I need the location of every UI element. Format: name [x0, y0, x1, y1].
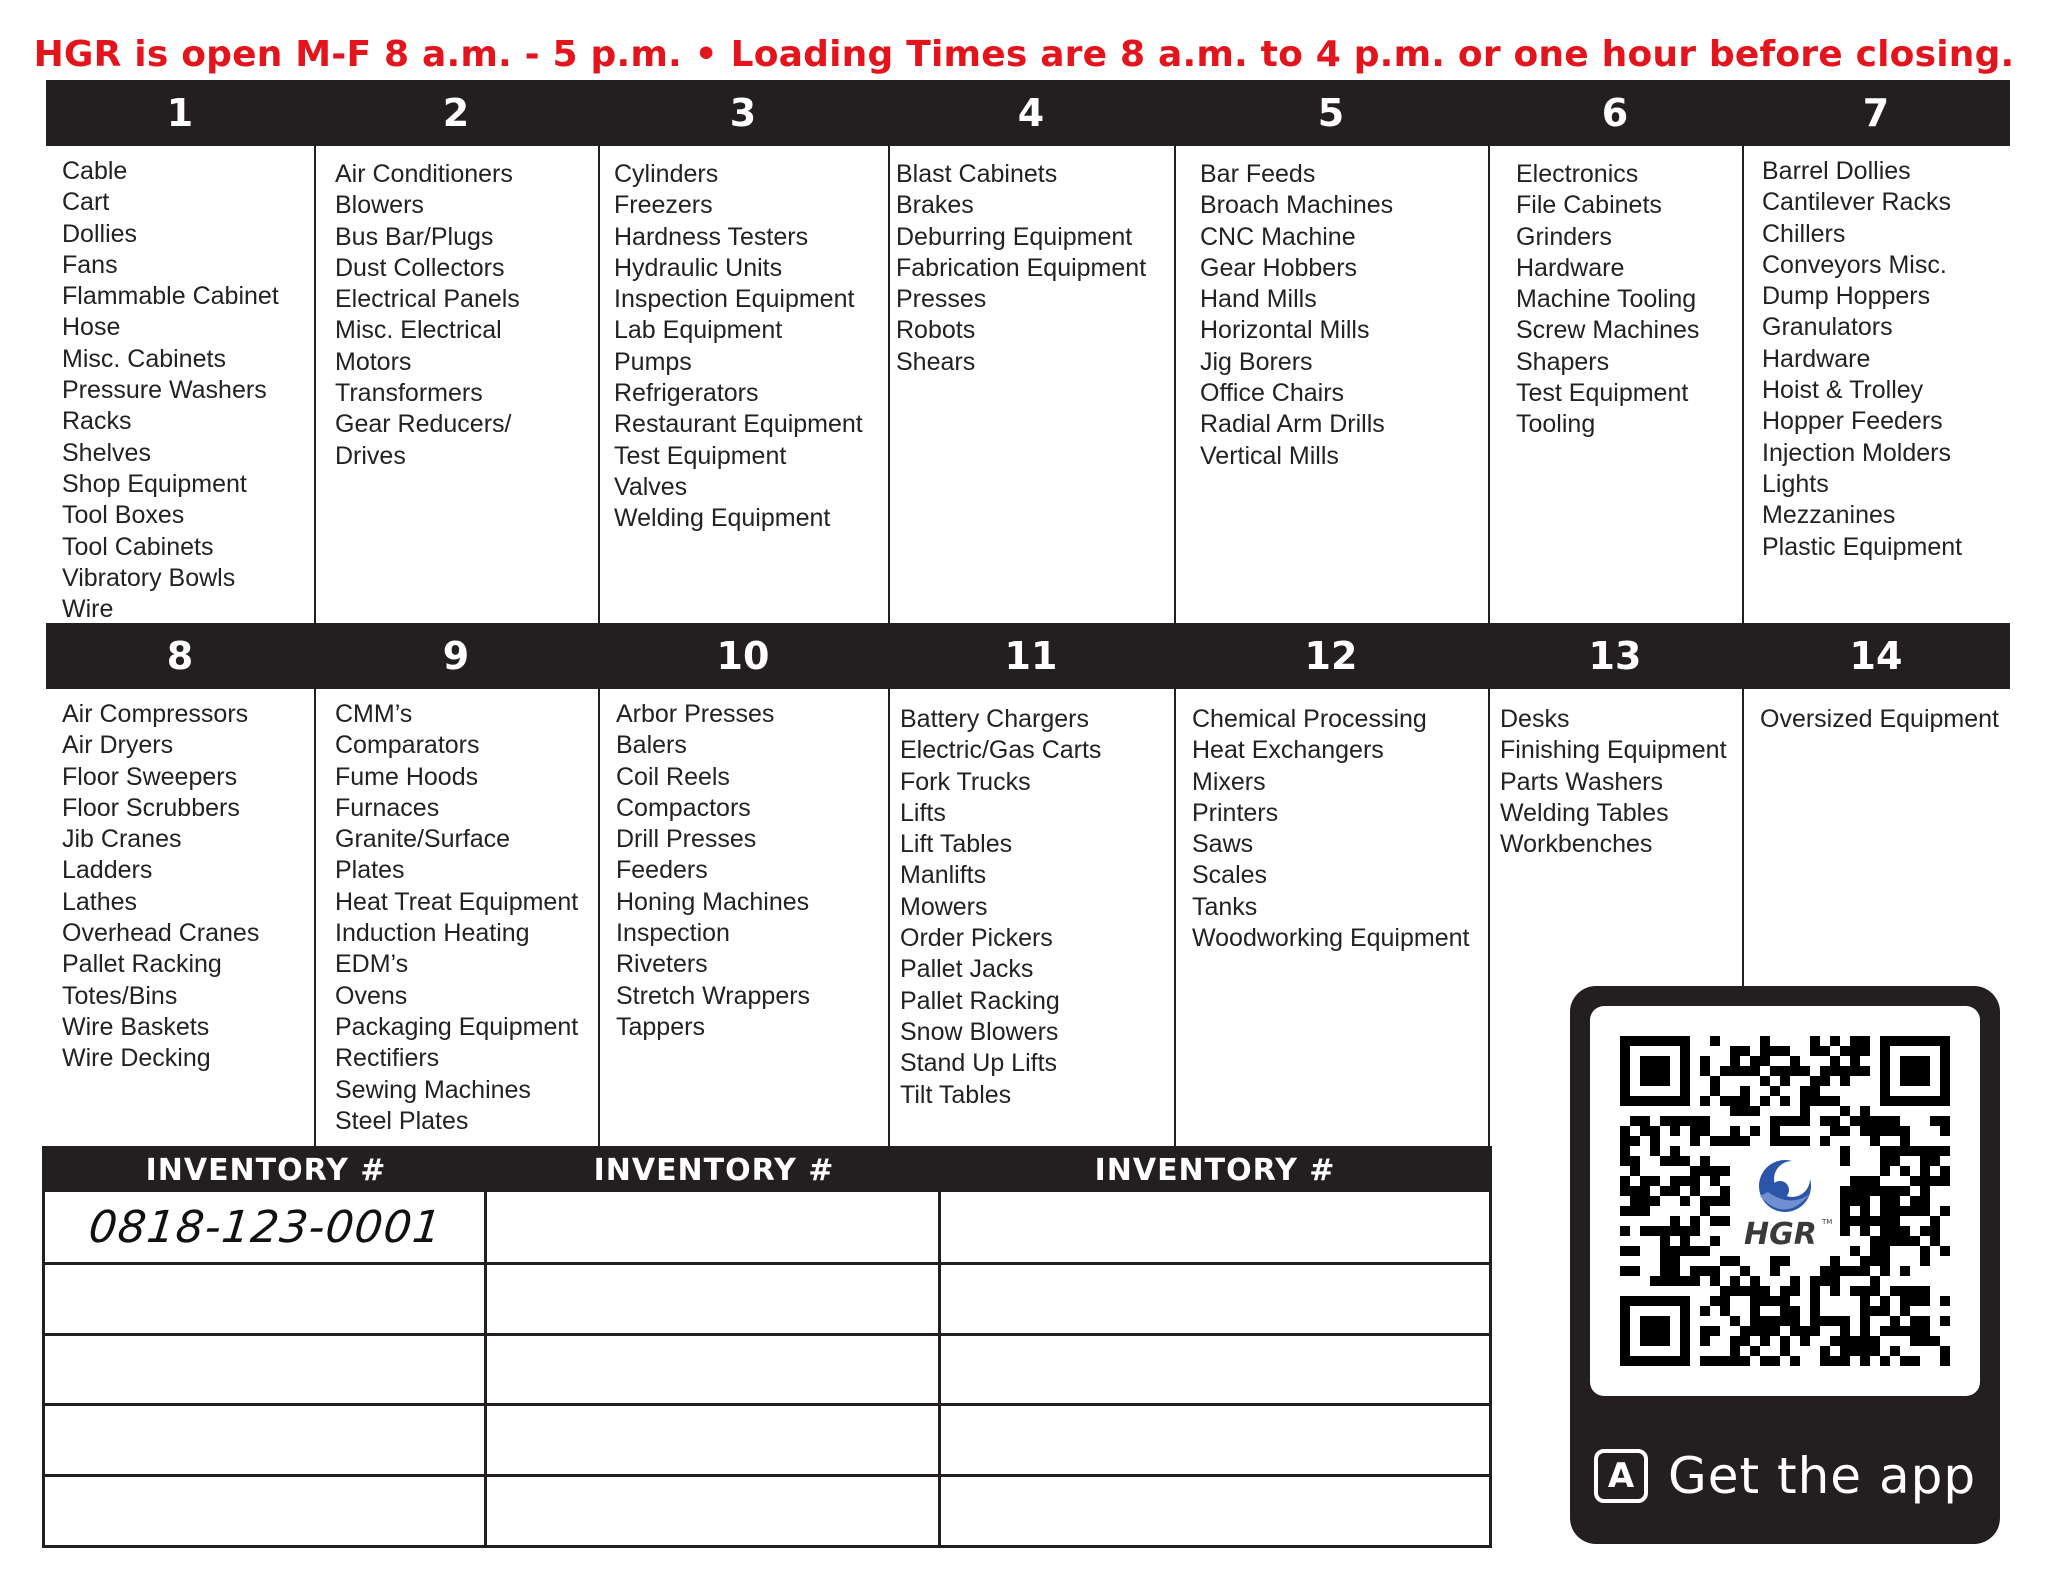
category-item: Pressure Washers — [62, 376, 267, 405]
category-item: Bar Feeds — [1200, 160, 1316, 188]
category-item: Workbenches — [1500, 830, 1653, 859]
category-item: Tool Cabinets — [62, 532, 214, 561]
category-item: Cantilever Racks — [1762, 188, 1951, 217]
category-item: Mowers — [900, 892, 988, 921]
category-item: Drives — [335, 441, 406, 470]
category-item: Furnaces — [335, 793, 440, 822]
category-item: Electric/Gas Carts — [900, 736, 1102, 765]
category-item: Bus Bar/Plugs — [335, 222, 494, 251]
category-item: Hardware — [1516, 253, 1625, 282]
category-item: Test Equipment — [1516, 379, 1689, 408]
category-item: Finishing Equipment — [1500, 736, 1727, 765]
category-item: Dump Hoppers — [1762, 282, 1931, 311]
category-column-3 — [598, 146, 888, 623]
category-item: Snow Blowers — [900, 1017, 1059, 1046]
inventory-cell[interactable] — [941, 1192, 1489, 1262]
category-item: Fabrication Equipment — [896, 253, 1147, 282]
category-item: Floor Scrubbers — [62, 793, 240, 822]
column-number: 2 — [442, 91, 470, 135]
category-item: Stand Up Lifts — [900, 1049, 1058, 1078]
category-item: Presses — [896, 285, 987, 314]
logo-text: HGR — [1744, 1217, 1817, 1252]
category-item: Inspection — [616, 919, 730, 948]
category-item: Injection Molders — [1762, 438, 1951, 467]
category-item: Packaging Equipment — [335, 1012, 579, 1041]
column-number: 12 — [1304, 634, 1358, 678]
category-item: Ladders — [62, 856, 153, 885]
category-item: Totes/Bins — [62, 981, 178, 1010]
category-item: Electrical Panels — [335, 285, 520, 314]
app-store-icon: A — [1594, 1449, 1648, 1503]
category-item: Welding Equipment — [614, 504, 831, 533]
column-number: 4 — [1017, 91, 1045, 135]
column-number: 13 — [1588, 634, 1642, 678]
category-item: Dust Collectors — [335, 253, 505, 282]
category-item: Heat Exchangers — [1192, 736, 1384, 765]
trademark: TM — [1822, 1218, 1833, 1226]
category-item: Jib Cranes — [62, 825, 182, 854]
category-item: Horizontal Mills — [1200, 316, 1370, 345]
category-item: Hose — [62, 313, 121, 342]
inventory-header-row — [45, 1149, 1489, 1192]
category-column-5 — [1174, 146, 1488, 623]
category-item: Granulators — [1762, 313, 1893, 342]
category-item: Chillers — [1762, 219, 1846, 248]
category-item: Riveters — [616, 950, 708, 979]
category-item: Hydraulic Units — [614, 253, 783, 282]
category-item: Printers — [1192, 798, 1279, 827]
category-item: Misc. Electrical — [335, 316, 502, 345]
category-item: Granite/Surface — [335, 825, 511, 854]
category-item: Comparators — [335, 731, 480, 760]
column-header-bar — [46, 623, 2010, 689]
category-item: Machine Tooling — [1516, 285, 1697, 314]
hours-banner: HGR is open M-F 8 a.m. - 5 p.m. • Loading Times are 8 a.m. to 4 p.m. or one hour before closing. — [33, 34, 2015, 75]
category-item: Gear Hobbers — [1200, 253, 1358, 282]
category-item: Woodworking Equipment — [1192, 924, 1470, 953]
category-item: Oversized Equipment — [1760, 705, 2000, 733]
category-item: Tooling — [1516, 410, 1596, 439]
column-number: 3 — [729, 91, 757, 135]
category-item: Cart — [62, 188, 110, 217]
column-number: 1 — [166, 91, 194, 135]
category-item: Drill Presses — [616, 825, 757, 854]
category-item: Freezers — [614, 191, 713, 220]
category-item: Misc. Cabinets — [62, 344, 226, 373]
category-grid-top — [46, 80, 2010, 623]
category-item: Wire Decking — [62, 1044, 211, 1073]
inventory-header: INVENTORY # — [593, 1153, 835, 1188]
category-item: Floor Sweepers — [62, 762, 238, 791]
category-item: Deburring Equipment — [896, 222, 1133, 251]
category-item: Parts Washers — [1500, 767, 1664, 796]
category-item: Coil Reels — [616, 762, 730, 791]
category-item: Air Dryers — [62, 731, 174, 760]
category-column-9 — [314, 689, 598, 1146]
category-item: Electronics — [1516, 160, 1639, 188]
category-item: Wire Baskets — [62, 1012, 210, 1041]
category-item: Shelves — [62, 438, 151, 467]
column-number: 6 — [1601, 91, 1629, 135]
category-item: Mixers — [1192, 767, 1266, 796]
category-item: Hardware — [1762, 344, 1871, 373]
category-item: Fork Trucks — [900, 767, 1031, 796]
hgr-logo — [1730, 1146, 1840, 1256]
category-item: Flammable Cabinet — [62, 282, 279, 311]
category-item: Barrel Dollies — [1762, 157, 1911, 185]
category-item: Shop Equipment — [62, 469, 247, 498]
category-item: Screw Machines — [1516, 316, 1700, 345]
category-item: Racks — [62, 407, 132, 436]
category-item: Brakes — [896, 191, 974, 220]
category-item: Office Chairs — [1200, 379, 1345, 408]
column-number: 8 — [166, 634, 194, 678]
category-item: Welding Tables — [1500, 798, 1669, 827]
inventory-cell[interactable] — [45, 1192, 484, 1262]
category-item: Blast Cabinets — [896, 160, 1058, 188]
column-number: 7 — [1862, 91, 1890, 135]
category-item: Battery Chargers — [900, 705, 1089, 733]
category-item: Conveyors Misc. — [1762, 250, 1947, 279]
category-item: Vibratory Bowls — [62, 563, 236, 592]
column-number: 9 — [442, 634, 470, 678]
category-item: Cable — [62, 157, 128, 185]
category-item: Order Pickers — [900, 924, 1053, 953]
category-item: Overhead Cranes — [62, 919, 260, 948]
category-item: Lifts — [900, 798, 946, 827]
category-item: CNC Machine — [1200, 222, 1356, 251]
category-item: Plastic Equipment — [1762, 532, 1963, 561]
category-item: Sewing Machines — [335, 1075, 531, 1104]
category-item: Ovens — [335, 981, 408, 1010]
category-item: Dollies — [62, 219, 138, 248]
category-item: Honing Machines — [616, 887, 810, 916]
category-item: Transformers — [335, 379, 483, 408]
category-item: Mezzanines — [1762, 501, 1896, 530]
column-number: 5 — [1317, 91, 1345, 135]
column-number: 11 — [1004, 634, 1058, 678]
category-item: Tanks — [1192, 892, 1258, 921]
category-item: Motors — [335, 347, 412, 376]
category-item: Compactors — [616, 793, 751, 822]
category-item: Wire — [62, 595, 114, 624]
category-item: File Cabinets — [1516, 191, 1662, 220]
category-item: Tilt Tables — [900, 1080, 1012, 1109]
get-the-app-label: Get the app — [1668, 1447, 1977, 1505]
category-column-11 — [888, 689, 1174, 1146]
category-item: Chemical Processing — [1192, 705, 1427, 733]
category-item: Air Conditioners — [335, 160, 513, 188]
category-item: Lights — [1762, 469, 1829, 498]
inventory-number: 0818-123-0001 — [86, 1202, 445, 1253]
category-item: Steel Plates — [335, 1106, 469, 1135]
category-item: Feeders — [616, 856, 708, 885]
category-column-12 — [1174, 689, 1488, 1146]
category-item: Shears — [896, 347, 976, 376]
category-column-8 — [46, 689, 314, 1146]
category-item: EDM’s — [335, 950, 409, 979]
category-item: Lift Tables — [900, 830, 1013, 859]
category-item: Heat Treat Equipment — [335, 887, 579, 916]
category-item: CMM’s — [335, 700, 413, 728]
category-item: Fans — [62, 250, 118, 279]
category-item: Valves — [614, 472, 688, 501]
inventory-cell[interactable] — [487, 1192, 938, 1262]
get-the-app-link[interactable] — [1594, 1444, 1976, 1508]
category-item: Hardness Testers — [614, 222, 809, 251]
category-item: Pallet Jacks — [900, 955, 1034, 984]
category-item: Hoist & Trolley — [1762, 376, 1924, 405]
inventory-header: INVENTORY # — [1094, 1153, 1336, 1188]
category-item: Shapers — [1516, 347, 1610, 376]
category-item: Hand Mills — [1200, 285, 1317, 314]
category-item: Broach Machines — [1200, 191, 1394, 220]
category-column-10 — [598, 689, 888, 1146]
category-item: Inspection Equipment — [614, 285, 855, 314]
category-column-7 — [1742, 146, 2010, 623]
category-item: Fume Hoods — [335, 762, 479, 791]
category-item: Radial Arm Drills — [1200, 410, 1385, 439]
category-item: Pumps — [614, 347, 692, 376]
category-item: Jig Borers — [1200, 347, 1313, 376]
category-item: Balers — [616, 731, 687, 760]
category-item: Tappers — [616, 1012, 705, 1041]
category-item: Robots — [896, 316, 976, 345]
app-download-card[interactable] — [1570, 986, 2000, 1544]
category-item: Cylinders — [614, 160, 719, 188]
inventory-table — [42, 1146, 1492, 1548]
column-number: 14 — [1849, 634, 1903, 678]
category-item: Test Equipment — [614, 441, 787, 470]
category-item: Pallet Racking — [62, 950, 222, 979]
category-item: Stretch Wrappers — [616, 981, 811, 1010]
category-item: Induction Heating — [335, 919, 530, 948]
category-item: Manlifts — [900, 861, 987, 890]
category-item: Blowers — [335, 191, 424, 220]
category-item: Lab Equipment — [614, 316, 783, 345]
category-item: Hopper Feeders — [1762, 407, 1943, 436]
column-header-bar — [46, 80, 2010, 146]
category-item: Vertical Mills — [1200, 441, 1339, 470]
category-item: Plates — [335, 856, 405, 885]
category-column-6 — [1488, 146, 1742, 623]
inventory-header: INVENTORY # — [145, 1153, 387, 1188]
category-item: Gear Reducers/ — [335, 410, 512, 439]
category-item: Desks — [1500, 705, 1570, 733]
category-item: Pallet Racking — [900, 986, 1060, 1015]
category-column-1 — [46, 146, 314, 623]
category-column-2 — [314, 146, 598, 623]
category-item: Scales — [1192, 861, 1268, 890]
category-item: Saws — [1192, 830, 1254, 859]
category-column-4 — [888, 146, 1174, 623]
category-item: Rectifiers — [335, 1044, 440, 1073]
qr-code-panel[interactable] — [1590, 1006, 1980, 1396]
category-item: Tool Boxes — [62, 501, 185, 530]
category-item: Lathes — [62, 887, 138, 916]
category-item: Grinders — [1516, 222, 1612, 251]
category-item: Arbor Presses — [616, 700, 775, 728]
category-item: Refrigerators — [614, 379, 759, 408]
column-number: 10 — [716, 634, 770, 678]
category-item: Air Compressors — [62, 700, 249, 728]
category-item: Restaurant Equipment — [614, 410, 863, 439]
